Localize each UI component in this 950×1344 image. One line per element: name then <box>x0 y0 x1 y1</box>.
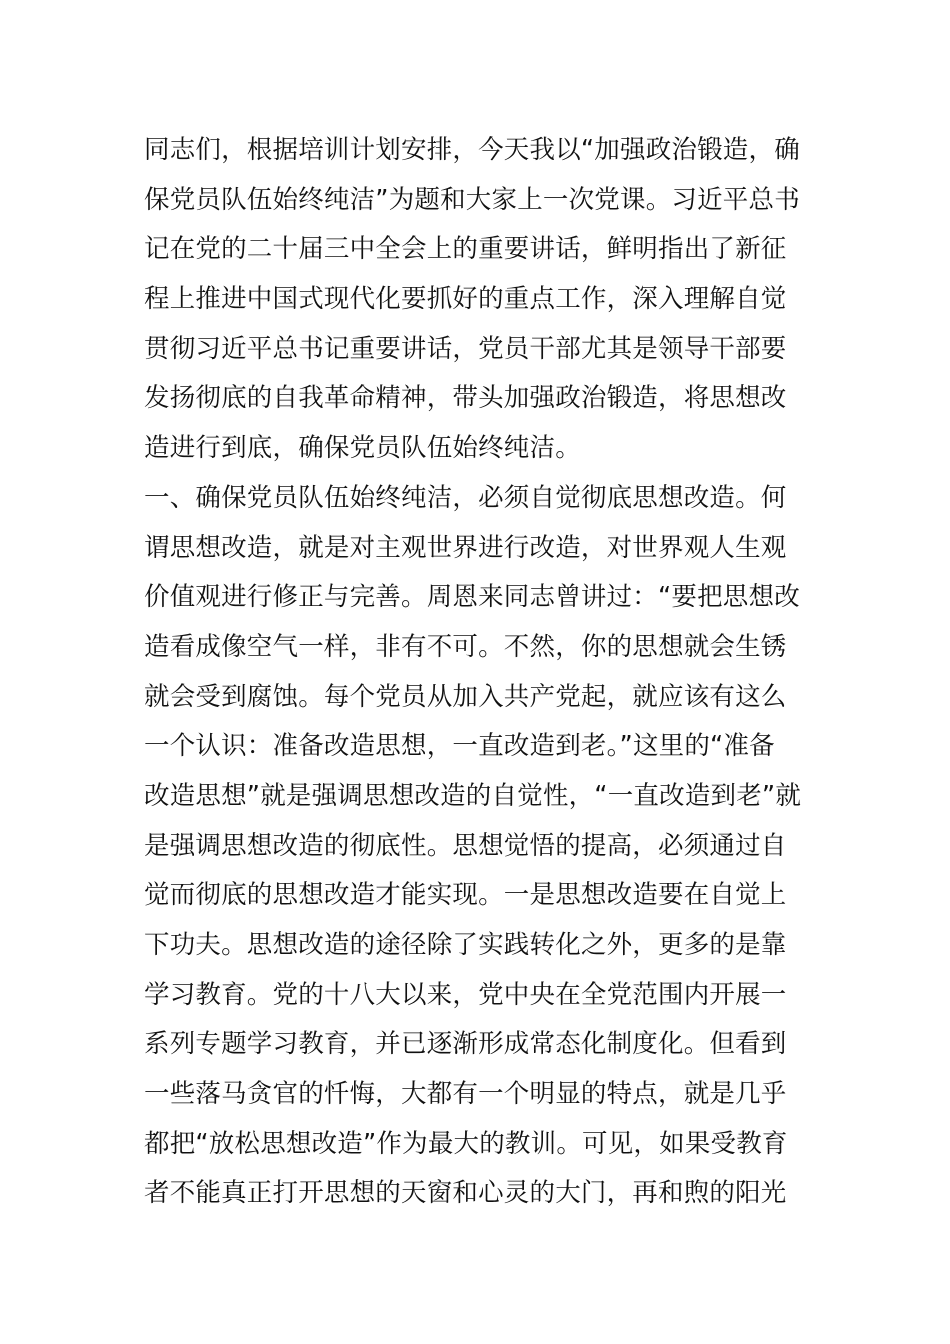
text-line-3: 记在党的二十届三中全会上的重要讲话，鲜明指出了新征 <box>144 234 787 265</box>
text-line-16: 觉而彻底的思想改造才能实现。一是思想改造要在自觉上 <box>144 880 787 911</box>
text-line-13: 一个认识：准备改造思想，一直改造到老。”这里的“准备 <box>144 731 775 762</box>
text-line-22: 者不能真正打开思想的天窗和心灵的大门，再和煦的阳光 <box>144 1178 787 1209</box>
text-line-2: 保党员队伍始终纯洁”为题和大家上一次党课。习近平总书 <box>144 184 800 215</box>
text-line-1: 同志们，根据培训计划安排，今天我以“加强政治锻造，确 <box>144 135 800 165</box>
text-line-17: 下功夫。思想改造的途径除了实践转化之外，更多的是靠 <box>144 930 787 960</box>
text-line-12: 就会受到腐蚀。每个党员从加入共产党起，就应该有这么 <box>144 681 787 712</box>
text-line-18: 学习教育。党的十八大以来，党中央在全党范围内开展一 <box>144 979 787 1010</box>
text-line-5: 贯彻习近平总书记重要讲话，党员干部尤其是领导干部要 <box>144 333 787 364</box>
body-text <box>144 126 816 1219</box>
text-line-7: 造进行到底，确保党员队伍始终纯洁。 <box>144 433 581 464</box>
text-line-21: 都把“放松思想改造”作为最大的教训。可见，如果受教育 <box>144 1128 788 1159</box>
text-line-14: 改造思想”就是强调思想改造的自觉性，“一直改造到老”就 <box>144 780 802 811</box>
text-line-10: 价值观进行修正与完善。周恩来同志曾讲过：“要把思想改 <box>144 582 800 613</box>
text-line-4: 程上推进中国式现代化要抓好的重点工作，深入理解自觉 <box>144 284 787 315</box>
text-line-15: 是强调思想改造的彻底性。思想觉悟的提高，必须通过自 <box>144 830 787 861</box>
text-line-11: 造看成像空气一样，非有不可。不然，你的思想就会生锈 <box>144 631 787 662</box>
text-line-9: 谓思想改造，就是对主观世界进行改造，对世界观人生观 <box>144 532 787 563</box>
text-line-20: 一些落马贪官的忏悔，大都有一个明显的特点，就是几乎 <box>144 1079 787 1110</box>
text-line-6: 发扬彻底的自我革命精神，带头加强政治锻造，将思想改 <box>144 383 787 414</box>
text-line-19: 系列专题学习教育，并已逐渐形成常态化制度化。但看到 <box>144 1029 787 1060</box>
section-heading-line: 一、确保党员队伍始终纯洁，必须自觉彻底思想改造。何 <box>144 482 787 513</box>
